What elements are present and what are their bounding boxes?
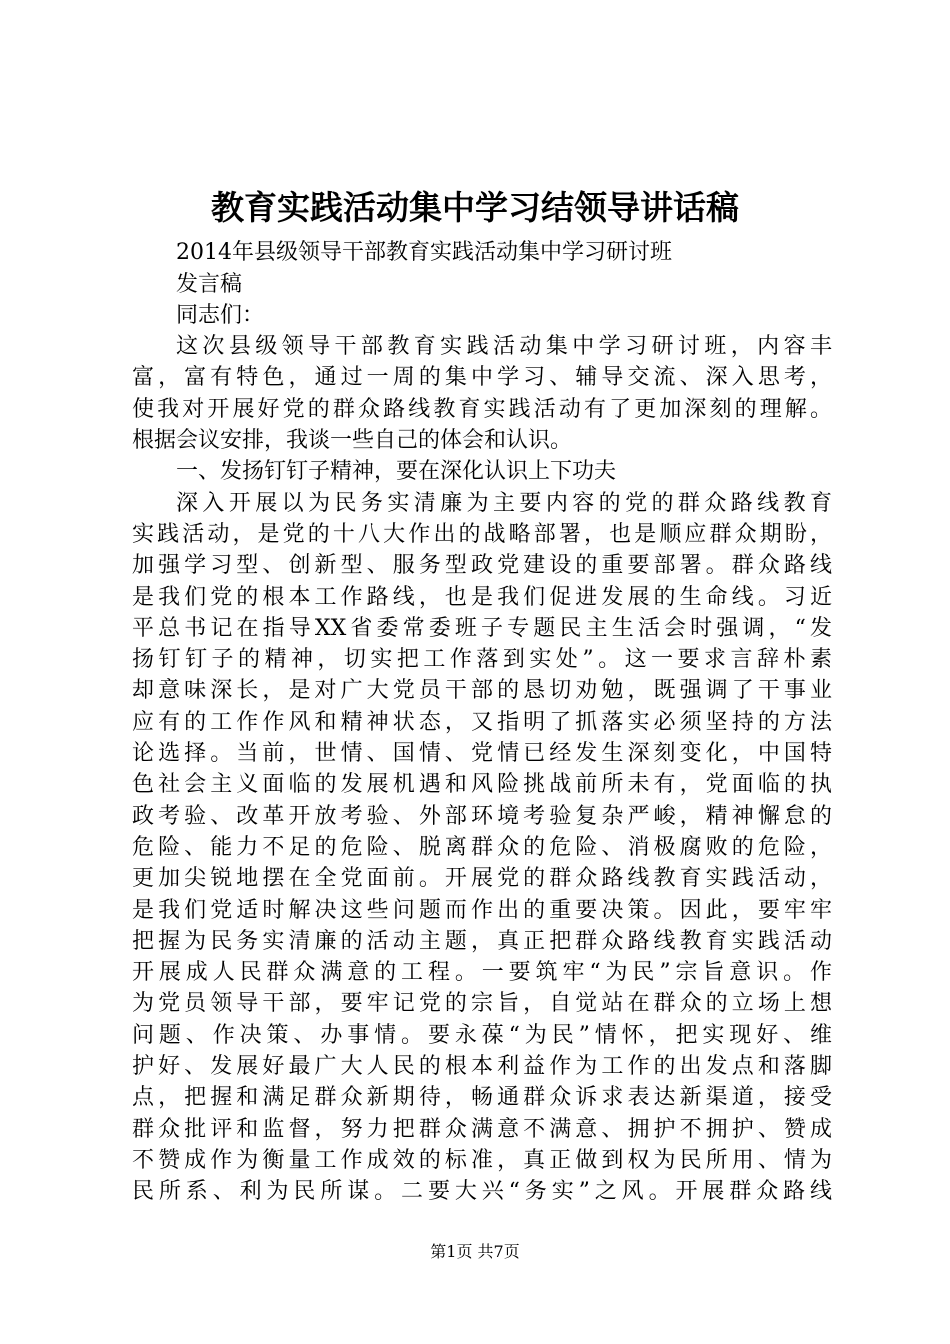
paragraph-line: 这次县级领导干部教育实践活动集中学习研讨班，内容丰 bbox=[176, 334, 832, 360]
page-number-footer: 第1页 共7页 bbox=[430, 1242, 520, 1261]
paragraph-line: 色社会主义面临的发展机遇和风险挑战前所未有，党面临的执 bbox=[132, 772, 832, 798]
paragraph-line: 深入开展以为民务实清廉为主要内容的党的群众路线教育 bbox=[176, 490, 832, 516]
paragraph-line: 扬钉钉子的精神，切实把工作落到实处”。这一要求言辞朴素 bbox=[132, 647, 832, 673]
paragraph-line: 根据会议安排，我谈一些自己的体会和认识。 bbox=[132, 428, 573, 454]
document-body bbox=[132, 206, 832, 1208]
subtitle-line: 2014年县级领导干部教育实践活动集中学习研讨班 bbox=[176, 240, 672, 266]
salutation: 同志们： bbox=[176, 302, 265, 328]
title-spacer bbox=[132, 206, 832, 237]
paragraph-line: 问题、作决策、办事情。要永葆“为民”情怀，把实现好、维 bbox=[132, 1022, 832, 1048]
paragraph-line: 为党员领导干部，要牢记党的宗旨，自觉站在群众的立场上想 bbox=[132, 991, 832, 1017]
paragraph-line: 应有的工作作风和精神状态，又指明了抓落实必须坚持的方法 bbox=[132, 709, 832, 735]
paragraph-line: 不赞成作为衡量工作成效的标准，真正做到权为民所用、情为 bbox=[132, 1147, 832, 1173]
paragraph-line: 使我对开展好党的群众路线教育实践活动有了更加深刻的理解。 bbox=[132, 396, 832, 422]
paragraph-line: 加强学习型、创新型、服务型政党建设的重要部署。群众路线 bbox=[132, 553, 832, 579]
paragraph-line: 护好、发展好最广大人民的根本利益作为工作的出发点和落脚 bbox=[132, 1054, 832, 1080]
document-title: 教育实践活动集中学习结领导讲话稿 bbox=[211, 188, 739, 227]
paragraph-line: 富，富有特色，通过一周的集中学习、辅导交流、深入思考， bbox=[132, 365, 832, 391]
paragraph-line: 点，把握和满足群众新期待，畅通群众诉求表达新渠道，接受 bbox=[132, 1085, 832, 1111]
paragraph-line: 把握为民务实清廉的活动主题，真正把群众路线教育实践活动 bbox=[132, 928, 832, 954]
paragraph-line: 更加尖锐地摆在全党面前。开展党的群众路线教育实践活动， bbox=[132, 866, 832, 892]
paragraph-line: 却意味深长，是对广大党员干部的恳切劝勉，既强调了干事业 bbox=[132, 678, 832, 704]
paragraph-line: 实践活动，是党的十八大作出的战略部署，也是顺应群众期盼， bbox=[132, 521, 832, 547]
paragraph-line: 是我们党适时解决这些问题而作出的重要决策。因此，要牢牢 bbox=[132, 897, 832, 923]
paragraph-line: 平总书记在指导XX省委常委班子专题民主生活会时强调，“发 bbox=[132, 615, 832, 641]
paragraph-line: 是我们党的根本工作路线，也是我们促进发展的生命线。习近 bbox=[132, 584, 832, 610]
subtitle-line: 发言稿 bbox=[176, 271, 243, 297]
paragraph-line: 民所系、利为民所谋。二要大兴“务实”之风。开展群众路线 bbox=[132, 1179, 832, 1205]
section-heading: 一、发扬钉钉子精神，要在深化认识上下功夫 bbox=[176, 459, 617, 485]
paragraph-line: 危险、能力不足的危险、脱离群众的危险、消极腐败的危险， bbox=[132, 834, 832, 860]
paragraph-line: 政考验、改革开放考验、外部环境考验复杂严峻，精神懈怠的 bbox=[132, 803, 832, 829]
paragraph-line: 论选择。当前，世情、国情、党情已经发生深刻变化，中国特 bbox=[132, 741, 832, 767]
paragraph-line: 开展成人民群众满意的工程。一要筑牢“为民”宗旨意识。作 bbox=[132, 960, 832, 986]
paragraph-line: 群众批评和监督，努力把群众满意不满意、拥护不拥护、赞成 bbox=[132, 1116, 832, 1142]
